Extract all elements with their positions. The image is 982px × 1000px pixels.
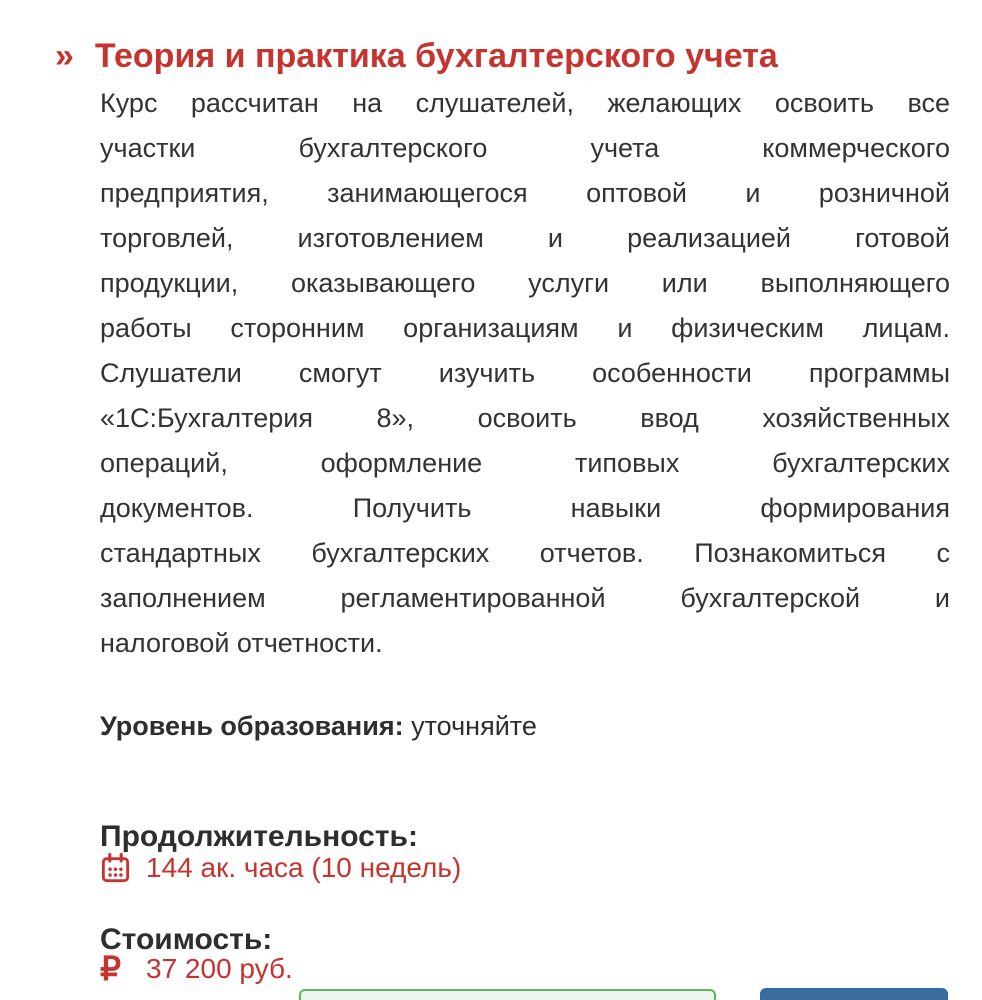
blue-action-button[interactable] — [760, 988, 948, 1000]
education-level-label: Уровень образования: — [100, 711, 404, 741]
course-description — [100, 81, 950, 666]
description-line: продукции, оказывающего услуги или выполняющего — [100, 268, 950, 298]
description-line: Слушатели смогут изучить особенности программы — [100, 358, 950, 388]
description-line: работы сторонним организациям и физическим лицам. — [100, 313, 950, 343]
duration-row — [100, 852, 461, 884]
green-action-button[interactable] — [299, 989, 716, 1000]
description-line: предприятия, занимающегося оптовой и розничной — [100, 178, 950, 208]
education-level-value: уточняйте — [411, 711, 537, 741]
duration-heading: Продолжительность: — [100, 819, 418, 853]
price-heading: Стоимость: — [100, 922, 273, 956]
calendar-icon — [100, 853, 132, 884]
ruble-symbol: ₽ — [100, 950, 121, 987]
description-line: Курс рассчитан на слушателей, желающих освоить все — [100, 88, 950, 118]
page-title — [55, 35, 955, 77]
description-line: «1С:Бухгалтерия 8», освоить ввод хозяйственных — [100, 403, 950, 433]
double-chevron-marker: » — [55, 36, 74, 75]
duration-value: 144 ак. часа (10 недель) — [146, 852, 462, 883]
education-level-row — [100, 710, 537, 742]
description-line: заполнением регламентированной бухгалтерской и — [100, 583, 950, 613]
description-line: налоговой отчетности. — [100, 628, 383, 658]
description-line: торговлей, изготовлением и реализацией готовой — [100, 223, 950, 253]
ruble-icon — [100, 951, 132, 987]
price-row — [100, 951, 293, 987]
description-line: стандартных бухгалтерских отчетов. Познакомиться с — [100, 538, 950, 568]
description-line: участки бухгалтерского учета коммерческого — [100, 133, 950, 163]
description-line: операций, оформление типовых бухгалтерских — [100, 448, 950, 478]
price-value: 37 200 руб. — [146, 953, 293, 984]
description-line: документов. Получить навыки формирования — [100, 493, 950, 523]
page-title-text: Теория и практика бухгалтерского учета — [94, 36, 778, 75]
